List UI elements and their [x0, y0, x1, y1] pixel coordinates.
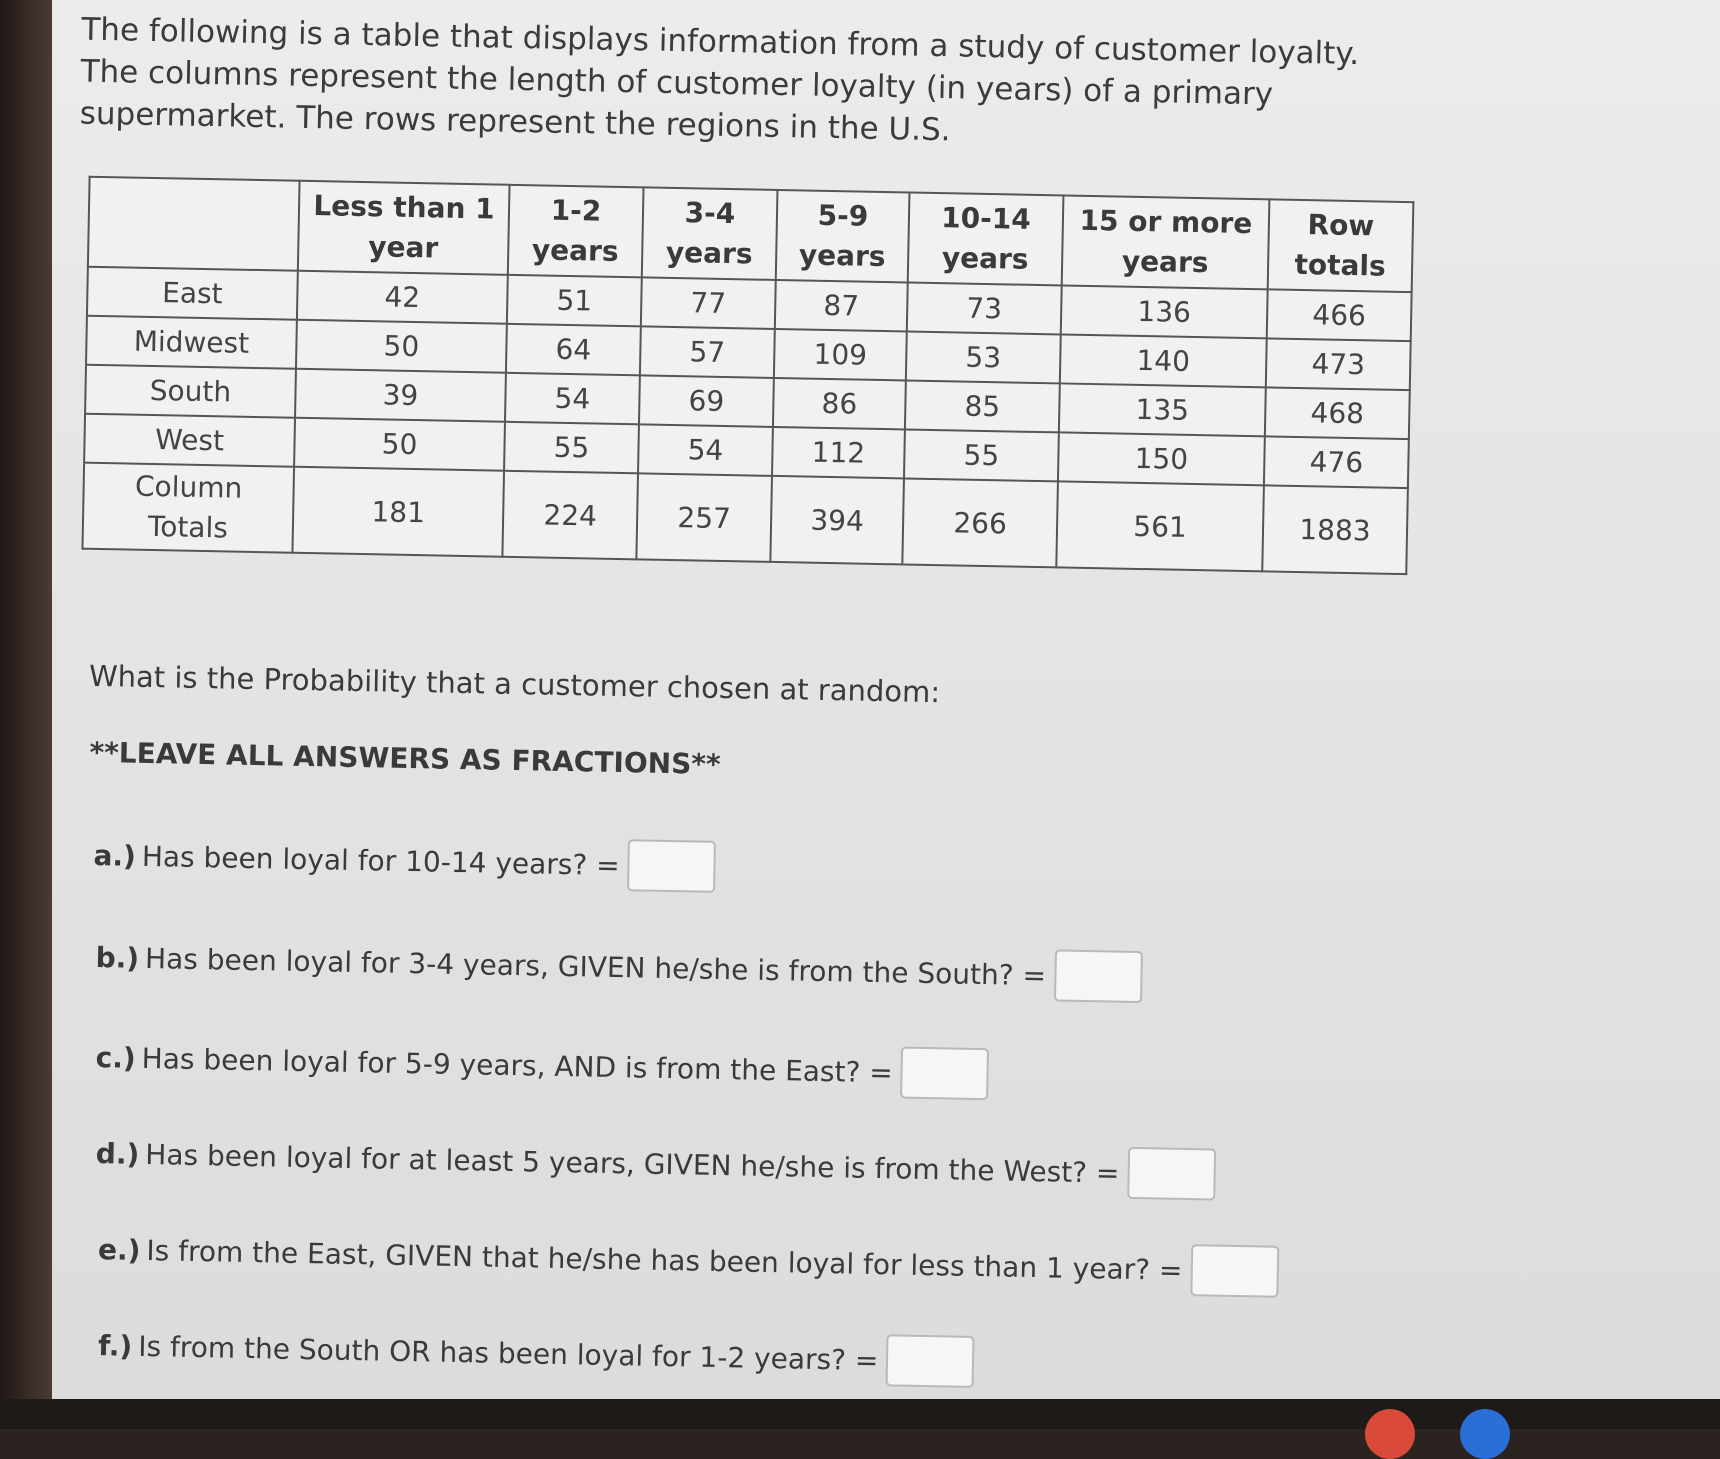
table-cell: 77: [641, 277, 776, 329]
table-cell: 51: [507, 275, 642, 327]
table-cell: 257: [636, 473, 772, 562]
answer-input-b[interactable]: [1054, 949, 1143, 1003]
table-cell: 136: [1061, 285, 1268, 338]
header-cell-blank: [88, 177, 300, 271]
header-cell-15-plus: 15 or more years: [1062, 195, 1270, 289]
question-letter: b.): [95, 940, 140, 975]
question-letter: d.): [95, 1136, 140, 1171]
row-label: West: [84, 414, 295, 467]
answer-input-e[interactable]: [1190, 1244, 1279, 1298]
question-text: Has been loyal for 10-14 years? =: [141, 839, 620, 882]
row-label: East: [87, 267, 298, 320]
header-cell-1-2: 1-2 years: [508, 185, 644, 278]
table-cell: 468: [1265, 387, 1410, 439]
question-b: [95, 931, 1142, 1003]
screen: [52, 0, 1720, 1400]
table-cell: 394: [770, 476, 904, 565]
table-cell: 42: [297, 271, 508, 324]
table-cell: 266: [902, 478, 1058, 567]
header-cell-5-9: 5-9 years: [776, 190, 910, 283]
question-c: [95, 1031, 989, 1100]
monitor-bezel-bottom: [0, 1399, 1720, 1429]
table-cell: 57: [640, 326, 775, 378]
table-cell: 140: [1060, 334, 1267, 387]
taskbar-app-icon[interactable]: [1460, 1409, 1510, 1459]
header-cell-row-totals: Row totals: [1268, 199, 1414, 292]
table-cell: 150: [1058, 432, 1265, 485]
answer-input-c[interactable]: [900, 1046, 989, 1100]
table-cell: 561: [1056, 481, 1264, 571]
table-cell: 64: [506, 324, 641, 376]
table-cell: 55: [504, 422, 639, 474]
answer-input-f[interactable]: [886, 1334, 975, 1388]
table-cell: 112: [772, 427, 905, 479]
question-letter: f.): [97, 1328, 133, 1363]
question-prompt: What is the Probability that a customer chosen at random:: [88, 658, 941, 710]
answer-input-d[interactable]: [1127, 1147, 1216, 1201]
intro-text: The following is a table that displays information from a study of customer loyalty. The columns represent the length of customer loyalty (in years) of a primary supermarket. The rows represent the regions in the U.S.: [79, 11, 1360, 149]
monitor-bezel-left: [0, 0, 52, 1429]
question-letter: e.): [97, 1232, 141, 1267]
header-cell-10-14: 10-14 years: [908, 192, 1064, 285]
loyalty-table: [81, 176, 1414, 575]
table-cell: 87: [775, 280, 908, 332]
row-label: Midwest: [86, 316, 297, 369]
table-cell: 39: [295, 369, 506, 422]
row-label: South: [85, 365, 296, 418]
answer-input-a[interactable]: [627, 839, 716, 893]
question-a: [93, 829, 716, 893]
page-content: [52, 0, 1720, 1400]
header-cell-less-than-1: Less than 1 year: [298, 181, 510, 275]
question-d: [95, 1127, 1216, 1200]
table-cell: 50: [296, 320, 507, 373]
fractions-note: **LEAVE ALL ANSWERS AS FRACTIONS**: [89, 735, 721, 781]
question-letter: c.): [95, 1040, 137, 1075]
table-cell: 476: [1264, 436, 1409, 488]
table-cell: 73: [907, 282, 1062, 334]
taskbar-app-icon[interactable]: [1365, 1409, 1415, 1459]
question-e: [98, 1223, 1279, 1298]
table-cell: 55: [904, 429, 1059, 481]
table-cell: 1883: [1262, 485, 1408, 574]
question-text: Has been loyal for at least 5 years, GIVEN he/she is from the West? =: [145, 1137, 1120, 1190]
question-text: Is from the East, GIVEN that he/she has been loyal for less than 1 year? =: [146, 1233, 1183, 1287]
header-cell-3-4: 3-4 years: [642, 187, 778, 280]
table-cell: 54: [505, 373, 640, 425]
question-text: Is from the South OR has been loyal for 1-2 years? =: [137, 1329, 879, 1377]
table-cell: 69: [639, 375, 774, 427]
question-text: Has been loyal for 5-9 years, AND is from the East? =: [141, 1041, 894, 1089]
row-label: Column Totals: [82, 463, 294, 553]
table-cell: 224: [502, 471, 638, 560]
table-cell: 109: [774, 329, 907, 381]
table-cell: 54: [638, 424, 773, 476]
table-cell: 86: [773, 378, 906, 430]
table-cell: 135: [1059, 383, 1266, 436]
table-cell: 181: [292, 467, 504, 557]
question-text: Has been loyal for 3-4 years, GIVEN he/she is from the South? =: [144, 941, 1047, 992]
table-cell: 473: [1266, 338, 1411, 390]
table-cell: 466: [1267, 289, 1412, 341]
table-cell: 85: [905, 380, 1060, 432]
table-cell: 50: [294, 418, 505, 471]
question-letter: a.): [93, 838, 137, 873]
table-cell: 53: [906, 331, 1061, 383]
question-f: [98, 1319, 975, 1388]
